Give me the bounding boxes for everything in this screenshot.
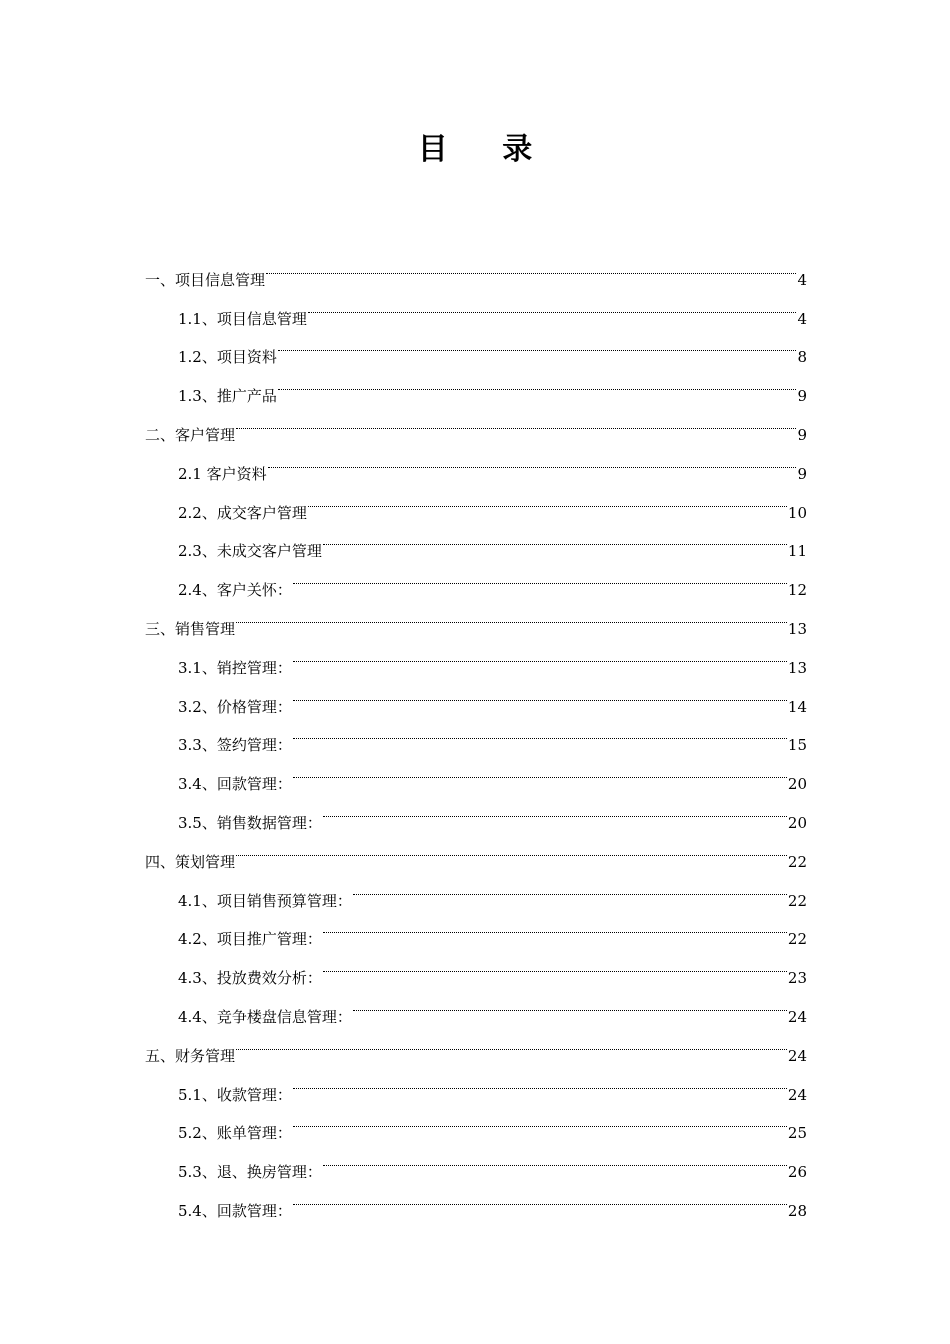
toc-entry-label: 3.4、回款管理： [178,775,292,794]
toc-subsection-entry[interactable] [145,634,807,677]
toc-dot-leader [308,285,797,324]
toc-entry-label: 四、策划管理 [145,852,236,871]
toc-entry-page-number: 24 [787,1046,807,1065]
toc-dot-leader [293,1177,787,1216]
toc-entry-page-number: 8 [797,348,807,367]
toc-entry-label: 1.3、推广产品 [178,387,277,406]
toc-entry-label: 一、项目信息管理 [145,270,266,289]
toc-section-entry[interactable] [145,401,807,444]
toc-entry-label: 三、销售管理 [145,619,236,638]
toc-entry-label: 5.1、收款管理： [178,1085,292,1104]
toc-dot-leader [293,1100,787,1139]
toc-entry-label: 1.2、项目资料 [178,348,277,367]
toc-dot-leader [266,246,796,285]
toc-entry-label: 4.2、项目推广管理： [178,930,322,949]
toc-dot-leader [268,440,797,479]
toc-title: 目 录 [417,132,555,167]
toc-entry-page-number: 12 [787,581,807,600]
toc-dot-leader [278,324,797,363]
toc-dot-leader [293,712,787,751]
toc-section-entry[interactable] [145,828,807,871]
toc-entry-page-number: 10 [787,503,807,522]
toc-entry-page-number: 4 [797,270,807,289]
toc-dot-leader [323,789,787,828]
toc-entry-label: 2.4、客户关怀： [178,581,292,600]
toc-entry-label: 2.3、未成交客户管理 [178,542,322,561]
toc-dot-leader [236,1022,787,1061]
toc-dot-leader [293,1061,787,1100]
toc-entry-page-number: 9 [797,387,807,406]
toc-entry-page-number: 4 [797,309,807,328]
toc-entry-page-number: 14 [787,697,807,716]
toc-dot-leader [236,828,787,867]
toc-dot-leader [353,867,787,906]
toc-dot-leader [323,906,787,945]
toc-entry-label: 2.1 客户资料 [178,464,267,483]
toc-entry-page-number: 22 [787,852,807,871]
toc-entry-label: 五、财务管理 [145,1046,236,1065]
toc-entry-label: 5.4、回款管理： [178,1201,292,1220]
toc-entry-label: 5.2、账单管理： [178,1124,292,1143]
toc-dot-leader [308,479,787,518]
toc-entry-page-number: 22 [787,930,807,949]
toc-entry-label: 3.5、销售数据管理： [178,813,322,832]
toc-entry-page-number: 22 [787,891,807,910]
toc-entry-label: 3.2、价格管理： [178,697,292,716]
toc-dot-leader [323,1138,787,1177]
toc-entry-page-number: 9 [797,464,807,483]
toc-dot-leader [293,673,787,712]
toc-subsection-entry[interactable] [145,1061,807,1104]
toc-dot-leader [236,595,787,634]
toc-entry-label: 4.1、项目销售预算管理： [178,891,352,910]
toc-entry-page-number: 13 [787,658,807,677]
toc-entry-page-number: 23 [787,969,807,988]
toc-subsection-entry[interactable] [145,867,807,910]
toc-entry-page-number: 25 [787,1124,807,1143]
toc-entry-label: 4.3、投放费效分析： [178,969,322,988]
toc-entry-page-number: 26 [787,1163,807,1182]
toc-entry-page-number: 28 [787,1201,807,1220]
toc-entry-label: 二、客户管理 [145,425,236,444]
toc-entry-label: 5.3、退、换房管理： [178,1163,322,1182]
toc-entry-page-number: 24 [787,1085,807,1104]
toc-entry-label: 3.3、签约管理： [178,736,292,755]
toc-dot-leader [323,518,787,557]
toc-entry-page-number: 15 [787,736,807,755]
toc-dot-leader [323,944,787,983]
toc-dot-leader [293,634,787,673]
toc-section-entry[interactable] [145,1022,807,1065]
toc-entry-page-number: 9 [797,425,807,444]
toc-entry-label: 1.1、项目信息管理 [178,309,307,328]
toc-section-entry[interactable] [145,595,807,638]
toc-dot-leader [278,362,797,401]
toc-entry-page-number: 11 [787,542,807,561]
toc-dot-leader [236,401,796,440]
table-of-contents [145,246,807,1220]
toc-entry-page-number: 20 [787,813,807,832]
toc-entry-label: 4.4、竞争楼盘信息管理： [178,1007,352,1026]
toc-dot-leader [353,983,787,1022]
toc-subsection-entry[interactable] [145,440,807,483]
toc-entry-label: 3.1、销控管理： [178,658,292,677]
toc-dot-leader [293,556,787,595]
toc-entry-page-number: 20 [787,775,807,794]
toc-entry-label: 2.2、成交客户管理 [178,503,307,522]
toc-entry-page-number: 24 [787,1007,807,1026]
toc-dot-leader [293,750,787,789]
toc-section-entry[interactable] [145,246,807,289]
toc-entry-page-number: 13 [787,619,807,638]
